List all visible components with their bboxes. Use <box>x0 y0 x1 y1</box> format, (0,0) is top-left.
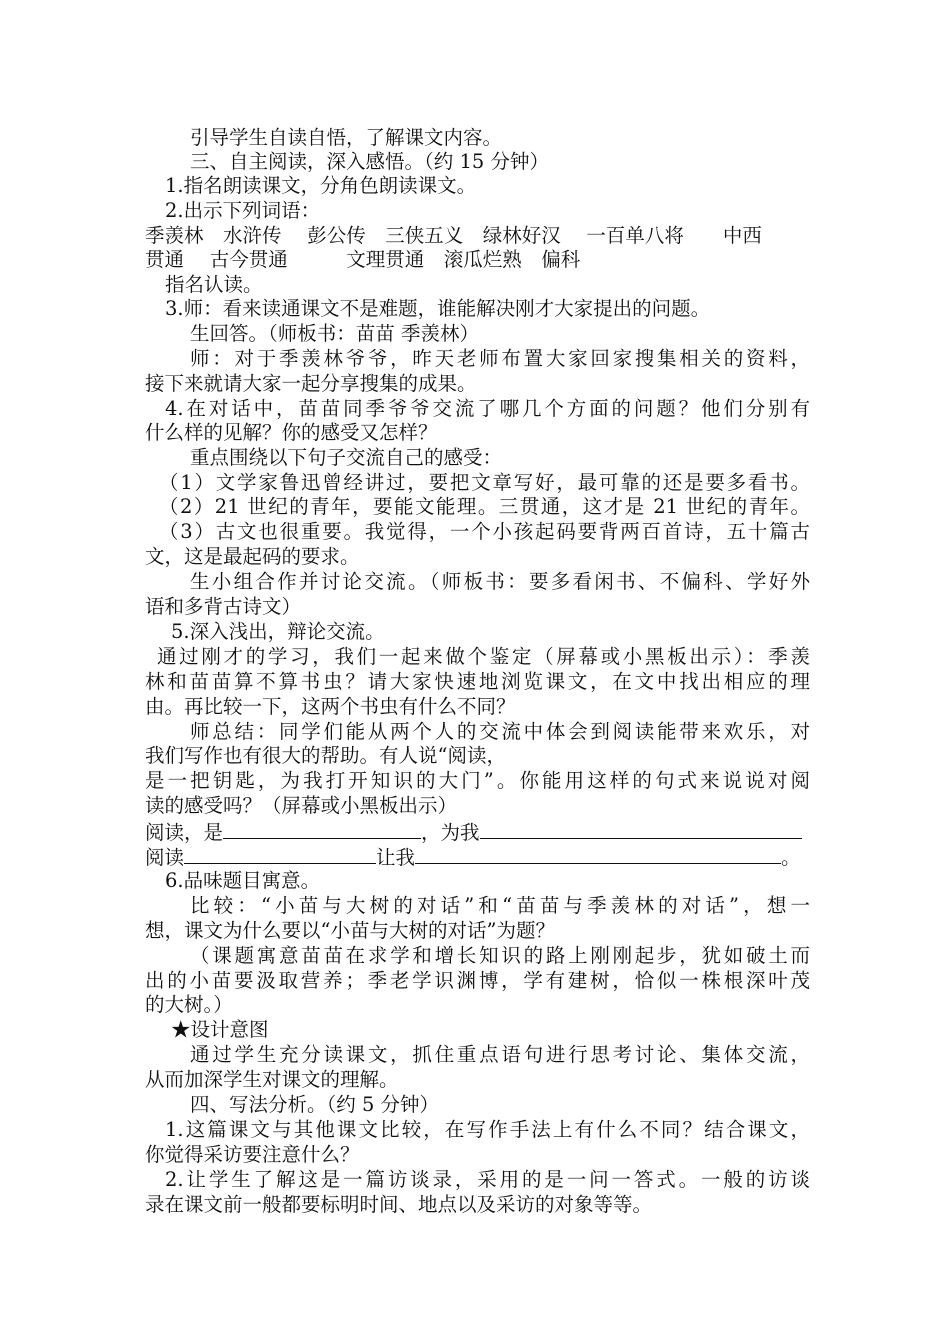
text-line: 1.指名朗读课文，分角色朗读课文。 <box>165 174 477 197</box>
text-line: 语和多背古诗文） <box>145 595 302 618</box>
text-line: 是一把钥匙，为我打开知识的大门”。你能用这样的句式来说说对阅 <box>145 769 810 792</box>
fill-label: 阅读 <box>145 846 185 869</box>
text-line: 指名认读。 <box>165 273 263 296</box>
text-line: 2.出示下列词语： <box>165 199 321 222</box>
text-line: 6.品味题目寓意。 <box>165 869 321 892</box>
fill-in-line <box>145 844 810 870</box>
text-line: 什么样的见解？你的感受又怎样？ <box>145 421 438 444</box>
design-intent-heading: ★设计意图 <box>171 1018 269 1041</box>
text-line: 想，课文为什么要以“小苗与大树的对话”为题？ <box>145 919 555 942</box>
text-line: 1.这篇课文与其他课文比较，在写作手法上有什么不同？结合课文， <box>165 1118 810 1141</box>
vocab-line: 贯通 古今贯通 文理贯通 滚瓜烂熟 偏科 <box>145 248 581 271</box>
text-line: 师：对于季羡林爷爷，昨天老师布置大家回家搜集相关的资料， <box>190 347 810 370</box>
text-line: 你觉得采访要注意什么？ <box>145 1143 360 1166</box>
text-line: 接下来就请大家一起分享搜集的成果。 <box>145 372 477 395</box>
text-line: 生小组合作并讨论交流。（师板书：要多看闲书、不偏科、学好外 <box>190 570 810 593</box>
text-line: 文，这是最起码的要求。 <box>145 545 360 568</box>
text-line: 我们写作也有很大的帮助。有人说“阅读， <box>145 744 506 767</box>
section-heading: 四、写法分析。（约 5 分钟） <box>190 1093 440 1116</box>
text-line: 重点围绕以下句子交流自己的感受： <box>190 446 503 469</box>
fill-label: ，为我 <box>421 821 480 844</box>
fill-blank <box>223 819 421 839</box>
fill-label: 让我 <box>376 846 416 869</box>
text-line: 录在课文前一般都要标明时间、地点以及采访的对象等等。 <box>145 1193 653 1216</box>
text-line: 生回答。（师板书：苗苗 季羡林） <box>190 322 479 345</box>
text-line: 4.在对话中，苗苗同季爷爷交流了哪几个方面的问题？他们分别有 <box>165 397 810 420</box>
text-line: 林和苗苗算不算书虫？请大家快速地浏览课文，在文中找出相应的理 <box>145 670 810 693</box>
text-line: 通过刚才的学习，我们一起来做个鉴定（屏幕或小黑板出示）：季羡 <box>157 645 810 668</box>
fill-end: 。 <box>781 846 801 869</box>
text-line: 的大树。） <box>145 993 233 1016</box>
fill-blank <box>415 844 781 864</box>
fill-blank <box>184 844 376 864</box>
text-line: 2.让学生了解这是一篇访谈录，采用的是一问一答式。一般的访谈 <box>165 1168 810 1191</box>
text-line: （1）文学家鲁迅曾经讲过，要把文章写好，最可靠的还是要多看书。 <box>159 471 810 494</box>
text-line: 读的感受吗？（屏幕或小黑板出示） <box>145 794 458 817</box>
text-line: 通过学生充分读课文，抓住重点语句进行思考讨论、集体交流， <box>190 1043 810 1066</box>
section-heading: 三、自主阅读，深入感悟。（约 15 分钟） <box>190 150 549 173</box>
text-line: 5.深入浅出，辩论交流。 <box>171 620 385 643</box>
text-line: 出的小苗要汲取营养；季老学识渊博，学有建树，恰似一株根深叶茂 <box>145 969 810 992</box>
text-line: 师总结：同学们能从两个人的交流中体会到阅读能带来欢乐，对 <box>190 720 810 743</box>
fill-in-line <box>145 819 810 845</box>
text-line: （3）古文也很重要。我觉得，一个小孩起码要背两百首诗，五十篇古 <box>159 520 810 543</box>
text-line: （课题寓意苗苗在求学和增长知识的路上刚刚起步，犹如破土而 <box>190 944 810 967</box>
text-line: 引导学生自读自悟，了解课文内容。 <box>190 126 503 149</box>
text-line: 由。再比较一下，这两个书虫有什么不同？ <box>145 695 516 718</box>
fill-blank <box>480 819 802 839</box>
fill-label: 阅读，是 <box>145 821 224 844</box>
text-line: （2）21 世纪的青年，要能文能理。三贯通，这才是 21 世纪的青年。 <box>159 495 810 518</box>
vocab-line: 季羡林 水浒传 彭公传 三侠五义 绿林好汉 一百单八将 中西 <box>145 224 762 247</box>
text-line: 从而加深学生对课文的理解。 <box>145 1068 399 1091</box>
text-line: 比较：“小苗与大树的对话”和“苗苗与季羡林的对话”，想一 <box>190 894 810 917</box>
text-line: 3.师：看来读通课文不是难题，谁能解决刚才大家提出的问题。 <box>165 297 711 320</box>
